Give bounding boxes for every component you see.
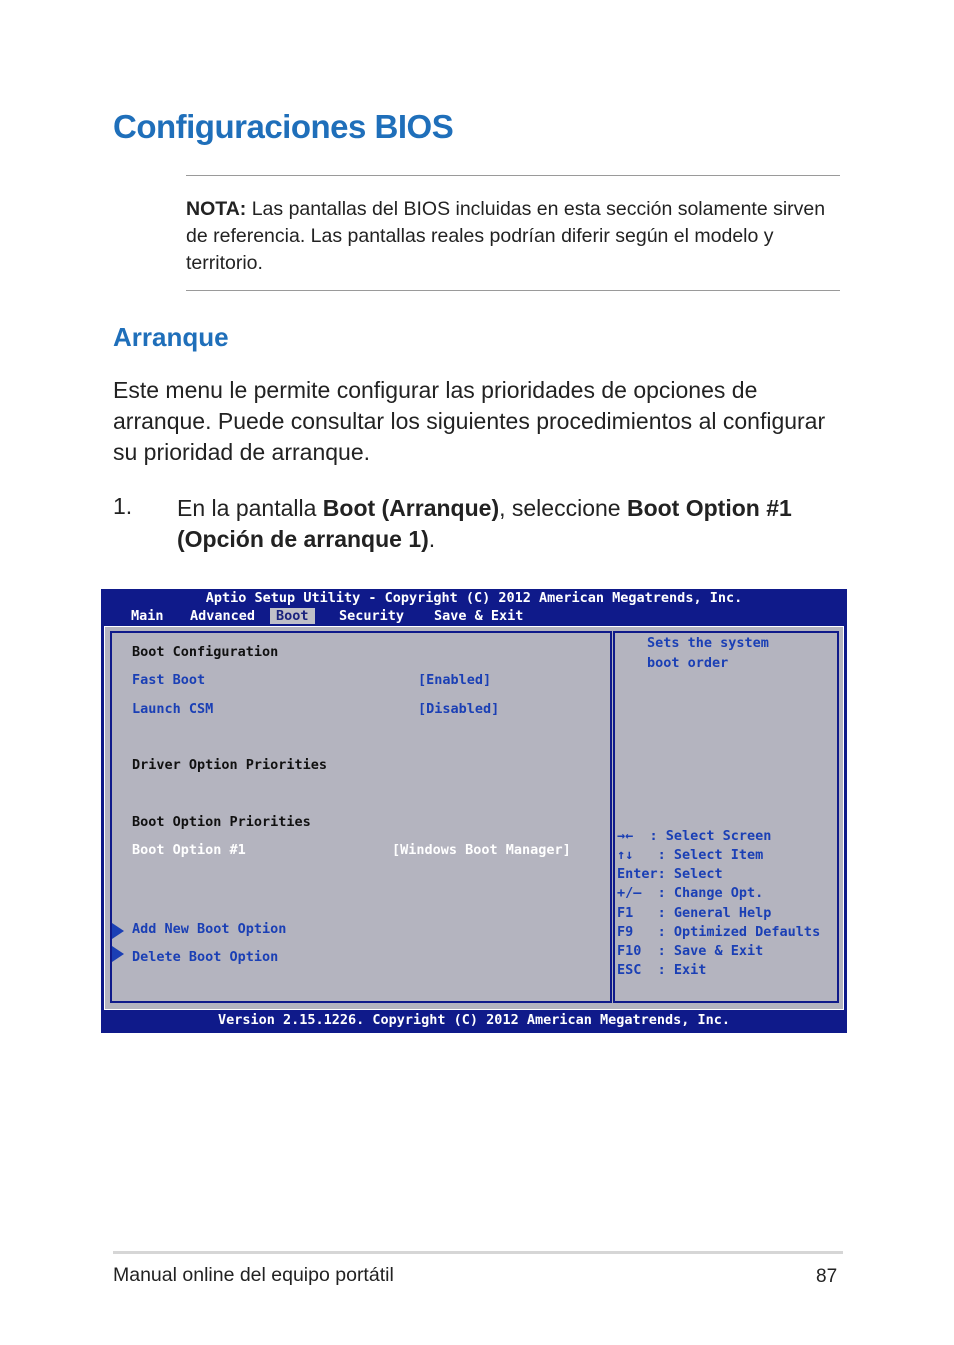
divider-bottom	[186, 290, 840, 291]
page-number: 87	[816, 1266, 838, 1287]
help-text-line1: Sets the system	[647, 635, 769, 651]
launch-csm-label[interactable]: Launch CSM	[132, 701, 214, 717]
key-legend-item: ESC : Exit	[617, 962, 707, 978]
intro-paragraph: Este menu le permite configurar las prioridades de opciones de arranque. Puede consultar los siguientes procedimientos al configurar su prioridad de arranque.	[113, 377, 826, 465]
note-box	[186, 196, 836, 277]
boot-option-1-value[interactable]: [Windows Boot Manager]	[392, 842, 571, 858]
help-text-line2: boot order	[647, 655, 729, 671]
bios-title: Aptio Setup Utility - Copyright (C) 2012 American Megatrends, Inc.	[205, 590, 743, 606]
tab-save-exit[interactable]: Save & Exit	[434, 608, 524, 624]
divider-top	[186, 175, 840, 176]
bios-main-panel	[104, 626, 844, 1010]
tab-main[interactable]: Main	[131, 608, 164, 624]
note-text: Las pantallas del BIOS incluidas en esta sección solamente sirven de referencia. Las pantallas reales podrían diferir según el modelo y territorio.	[186, 198, 826, 274]
key-legend-item: →← : Select Screen	[617, 828, 772, 844]
submenu-arrow-icon	[112, 923, 124, 939]
footer-manual-title: Manual online del equipo portátil	[113, 1264, 394, 1286]
key-legend-item: F10 : Save & Exit	[617, 943, 764, 959]
submenu-arrow-icon	[112, 946, 124, 962]
bios-version: Version 2.15.1226. Copyright (C) 2012 American Megatrends, Inc.	[217, 1012, 731, 1028]
key-legend-item: Enter: Select	[617, 866, 723, 882]
page-title: Configuraciones BIOS	[113, 108, 454, 145]
step-number: 1.	[113, 493, 133, 519]
step-part2: , seleccione	[499, 495, 627, 521]
bios-screenshot	[101, 589, 847, 1033]
step-part3: .	[428, 526, 436, 552]
delete-boot-option[interactable]: Delete Boot Option	[132, 949, 279, 965]
tab-advanced[interactable]: Advanced	[190, 608, 256, 624]
fast-boot-label[interactable]: Fast Boot	[132, 672, 206, 688]
fast-boot-value[interactable]: [Enabled]	[418, 672, 492, 688]
launch-csm-value[interactable]: [Disabled]	[418, 701, 500, 717]
bios-help-pane	[613, 631, 839, 1003]
bios-settings-pane	[110, 631, 612, 1003]
step-part1: En la pantalla	[177, 495, 323, 521]
section-title: Arranque	[113, 322, 229, 352]
boot-configuration-heading: Boot Configuration	[132, 644, 279, 660]
boot-option-priorities-heading: Boot Option Priorities	[132, 814, 311, 830]
key-legend-item: F1 : General Help	[617, 905, 772, 921]
step-text	[177, 493, 837, 555]
tab-security[interactable]: Security	[339, 608, 405, 624]
step-bold2: Boot Option #1 (Opción de arranque 1)	[177, 495, 792, 552]
key-legend-item: F9 : Optimized Defaults	[617, 924, 821, 940]
add-new-boot-option[interactable]: Add New Boot Option	[132, 921, 287, 937]
key-legend-item: ↑↓ : Select Item	[617, 847, 764, 863]
footer-divider	[113, 1251, 843, 1254]
note-label: NOTA:	[186, 198, 247, 220]
driver-option-priorities-heading: Driver Option Priorities	[132, 757, 328, 773]
step-bold1: Boot (Arranque)	[322, 495, 500, 521]
boot-option-1-label[interactable]: Boot Option #1	[132, 842, 246, 858]
tab-boot[interactable]: Boot	[270, 608, 315, 624]
key-legend-item: +/— : Change Opt.	[617, 885, 764, 901]
